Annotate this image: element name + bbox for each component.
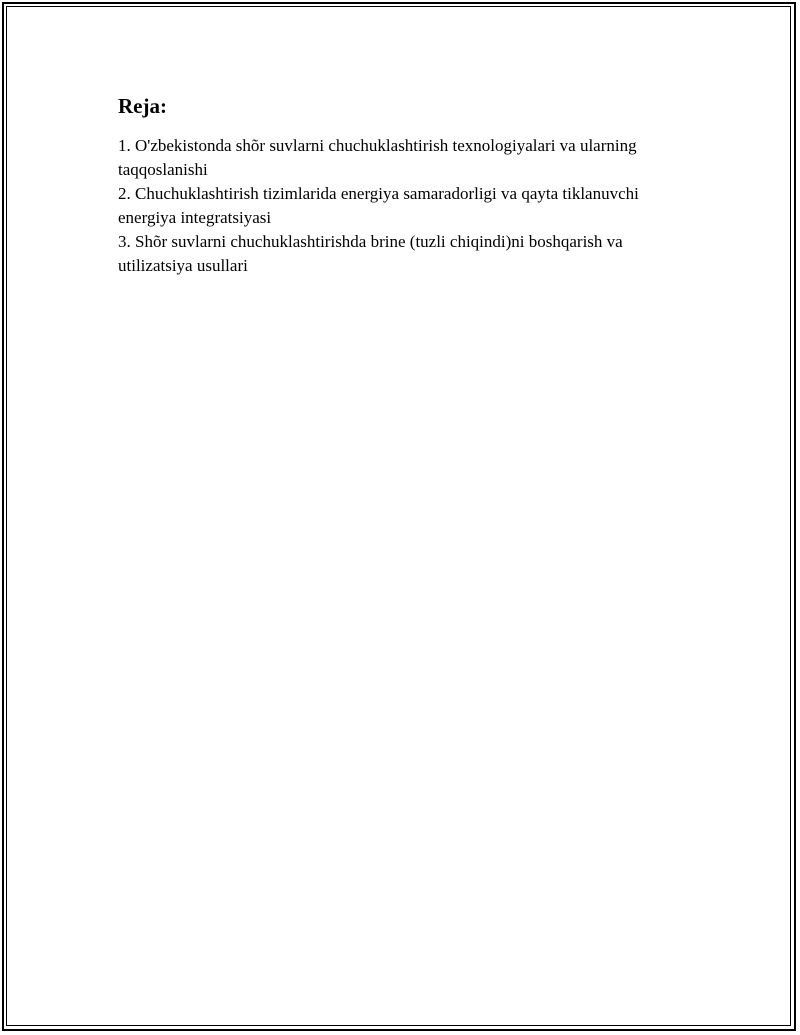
plan-list [118, 134, 698, 278]
plan-item-2: 2. Chuchuklashtirish tizimlarida energiya samaradorligi va qayta tiklanuvchi energiya integratsiyasi [118, 184, 639, 227]
plan-item-3: 3. Shõr suvlarni chuchuklashtirishda brine (tuzli chiqindi)ni boshqarish va utilizatsiya usullari [118, 232, 623, 275]
plan-item-1: 1. O'zbekistonda shõr suvlarni chuchuklashtirish texnologiyalari va ularning taqqoslanishi [118, 136, 637, 179]
plan-heading: Reja: [118, 94, 167, 118]
document-body [118, 92, 698, 278]
